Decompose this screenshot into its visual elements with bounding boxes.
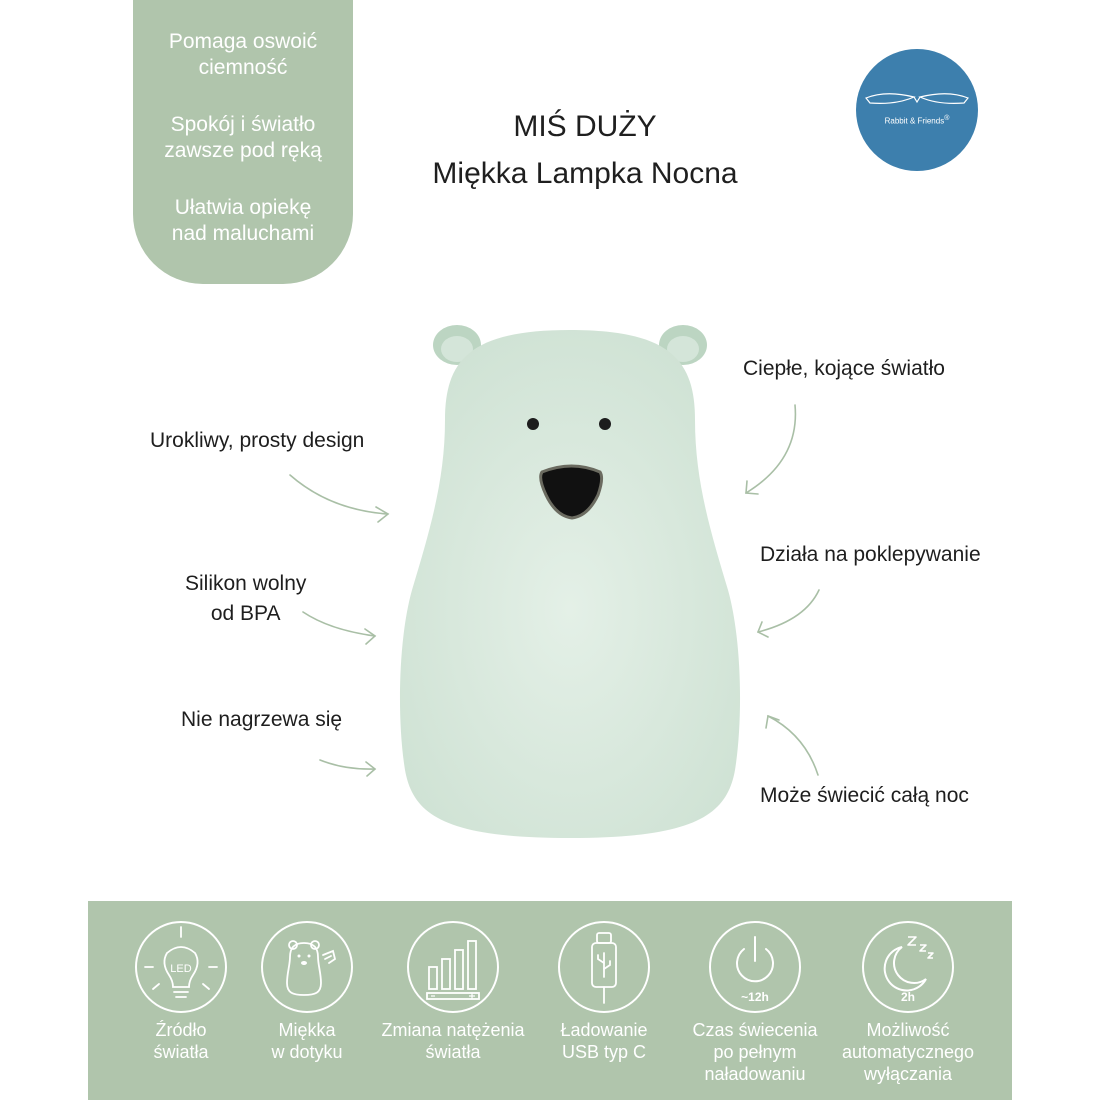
product-title-line1: MIŚ DUŻY <box>513 110 657 143</box>
spec-usb-c <box>529 901 679 1100</box>
arrow-right-2 <box>758 590 819 632</box>
led-bulb-icon <box>135 921 227 1013</box>
benefit-text: Ułatwia opiekę <box>174 196 312 219</box>
arrow-right-3 <box>768 716 818 775</box>
spec-label-line: po pełnym <box>713 1042 797 1062</box>
spec-soft-touch <box>232 901 382 1100</box>
spec-label-line: naładowaniu <box>704 1064 806 1084</box>
power-timer-icon <box>709 921 801 1013</box>
feature-warm-light <box>743 354 945 384</box>
spec-label-line: w dotyku <box>271 1042 343 1062</box>
spec-label-line: Możliwość <box>866 1020 950 1040</box>
spec-label-line: Źródło <box>155 1020 207 1040</box>
arrowhead-left-1 <box>376 507 388 522</box>
logo-registered-mark: ® <box>944 115 950 122</box>
specs-band <box>88 901 1012 1100</box>
spec-label-line: wyłączania <box>863 1064 953 1084</box>
spec-label-line: Miękka <box>278 1020 336 1040</box>
arrow-left-3 <box>320 760 375 769</box>
spec-label-line: światła <box>425 1042 481 1062</box>
runtime-badge: ~12h <box>741 990 769 1004</box>
benefit-text: Spokój i światło <box>170 113 316 136</box>
spec-label <box>519 1019 689 1063</box>
feature-text: Może świecić całą noc <box>760 784 969 807</box>
feature-all-night <box>760 781 969 811</box>
spec-runtime <box>680 901 830 1100</box>
spec-label-line: Czas świecenia <box>692 1020 818 1040</box>
sleep-moon-icon <box>862 921 954 1013</box>
feature-no-heat <box>181 705 342 735</box>
product-title-line2: Miękka Lampka Nocna <box>432 157 738 190</box>
spec-label <box>368 1019 538 1063</box>
feature-text: od BPA <box>210 602 281 625</box>
feature-tap-control <box>760 540 981 570</box>
spec-label-line: USB typ C <box>561 1042 647 1062</box>
benefit-text: nad maluchami <box>171 222 315 245</box>
auto-off-badge: 2h <box>900 990 916 1004</box>
soft-touch-icon <box>261 921 353 1013</box>
feature-text: Silikon wolny <box>185 572 307 595</box>
spec-label-line: Ładowanie <box>560 1020 648 1040</box>
feature-text: Ciepłe, kojące światło <box>743 357 945 380</box>
arrow-right-1 <box>746 405 795 493</box>
spec-label <box>823 1019 993 1085</box>
spec-label-line: automatycznego <box>841 1042 975 1062</box>
usb-c-icon <box>558 921 650 1013</box>
feature-silicone <box>185 569 306 629</box>
benefit-text: Pomaga oswoić <box>168 30 318 53</box>
feature-text: Urokliwy, prosty design <box>150 429 365 452</box>
spec-auto-off <box>833 901 983 1100</box>
feature-design <box>150 426 364 456</box>
arrowhead-left-2 <box>365 629 375 644</box>
feature-text: Działa na poklepywanie <box>760 543 981 566</box>
spec-label <box>670 1019 840 1085</box>
spec-label-line: światła <box>153 1042 209 1062</box>
spec-label <box>222 1019 392 1063</box>
spec-brightness <box>378 901 528 1100</box>
logo-name: Rabbit & Friends <box>884 116 945 126</box>
benefit-text: zawsze pod ręką <box>164 139 322 162</box>
arrow-left-1 <box>290 475 388 514</box>
arrow-left-2 <box>303 612 375 636</box>
spec-label-line: Zmiana natężenia <box>381 1020 525 1040</box>
led-badge: LED <box>170 963 192 975</box>
feature-text: Nie nagrzewa się <box>181 708 343 731</box>
benefit-text: ciemność <box>198 56 288 79</box>
brightness-bars-icon <box>407 921 499 1013</box>
